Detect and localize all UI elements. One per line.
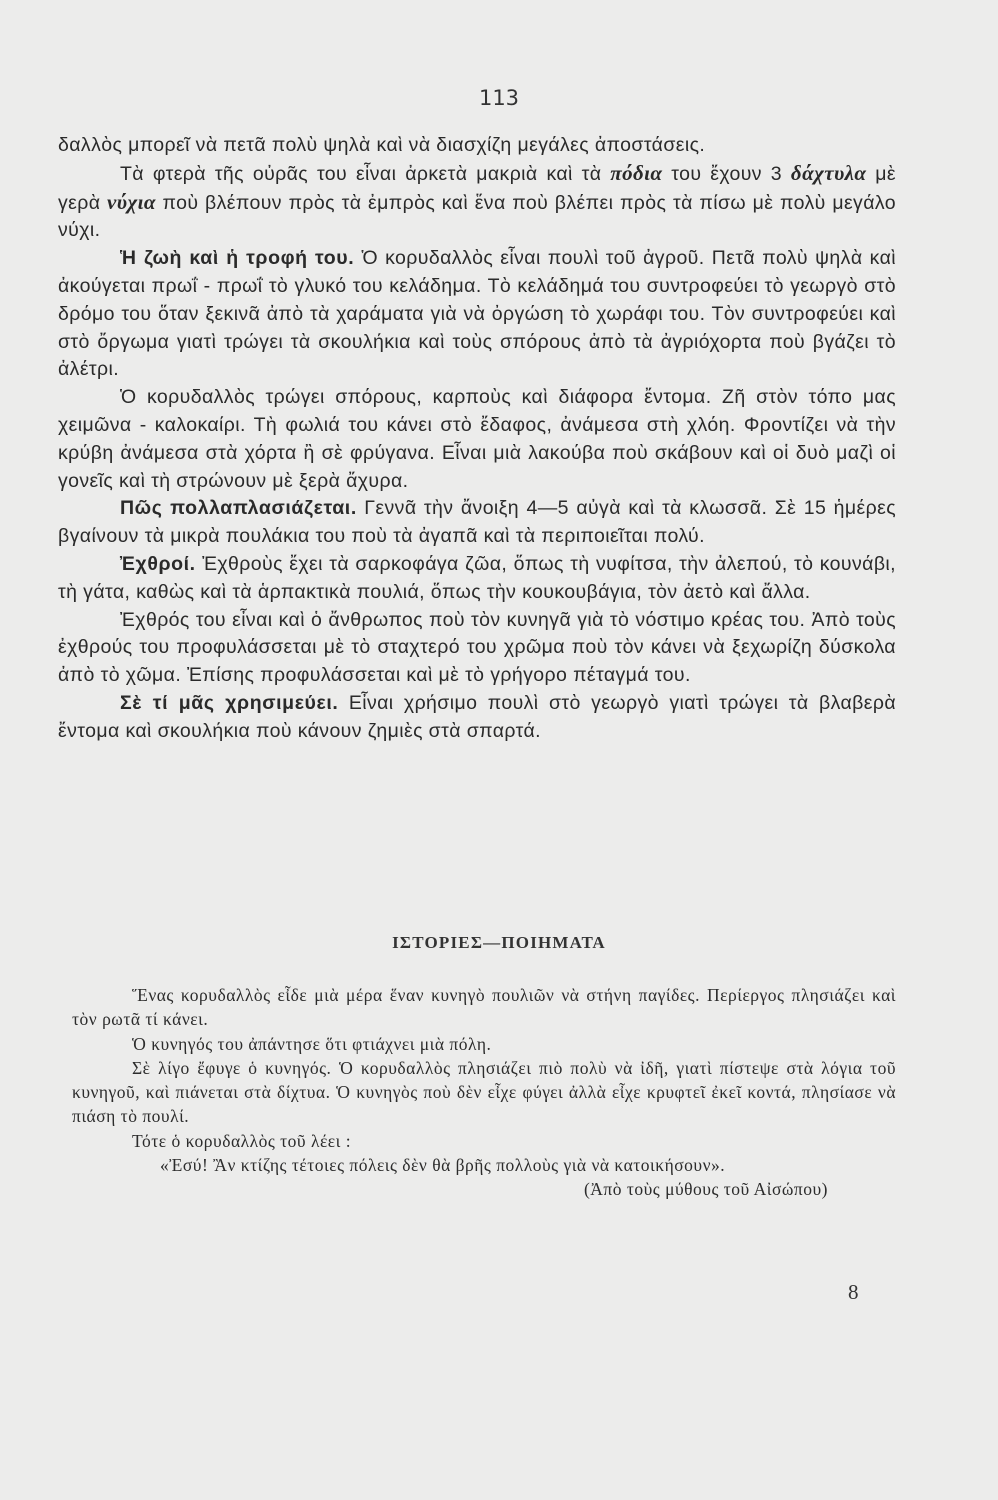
text-run: μὲ γερὰ	[58, 162, 896, 214]
fable-line: Ἕνας κορυδαλλὸς εἶδε μιὰ μέρα ἕναν κυνηγὸ πουλιῶν νὰ στήνη παγίδες. Περίεργος πλησιάζει καὶ τὸν ρωτᾶ τί κάνει.	[72, 985, 896, 1030]
main-text	[58, 132, 896, 746]
fable-line: Σὲ λίγο ἔφυγε ὁ κυνηγός. Ὁ κορυδαλλὸς πλησιάζει πιὸ πολὺ νὰ ἰδῆ, γιατὶ πίστεψε στὰ λόγια τοῦ κυνηγοῦ, καὶ πιάνεται στὰ δίχτυα. Ὁ κυνηγὸς ποὺ δὲν εἶχε φύγει ἀλλὰ εἶχε κρυφτεῖ ἐκεῖ κοντά, πλησίασε νὰ πιάση τὸ πουλί.	[72, 1057, 896, 1127]
fable-line: Τότε ὁ κορυδαλλὸς τοῦ λέει :	[132, 1130, 352, 1151]
paragraph-reproduction	[58, 495, 896, 551]
page-number: 113	[478, 86, 520, 110]
text-run: Γεννᾶ τὴν ἄνοιξη 4—5 αὐγὰ καὶ τὰ κλωσσᾶ. Σὲ 15 ἡμέρες βγαίνουν τὰ μικρὰ πουλάκια του ποὺ τὰ ἀγαπᾶ καὶ τὰ περιποιεῖται πολύ.	[58, 497, 896, 548]
paragraph-human-enemy: Ἐχθρός του εἶναι καὶ ὁ ἄνθρωπος ποὺ τὸν κυνηγᾶ γιὰ τὸ νόστιμο κρέας του. Ἀπὸ τοὺς ἐχθρούς του προφυλάσσεται μὲ τὸ σταχτερό του χρῶμα ποὺ τὸν κάνει νὰ ξεχωρίζη δύσκολα ἀπὸ τὸ χῶμα. Ἐπίσης προφυλάσσεται καὶ μὲ τὸ γρήγορο πέταγμά του.	[58, 608, 896, 687]
fable-quote: «Ἐσύ! Ἂν κτίζης τέτοιες πόλεις δὲν θὰ βρῆς πολλοὺς γιὰ νὰ κατοικήσουν».	[160, 1155, 726, 1176]
paragraph-life-and-food	[58, 245, 896, 384]
emphasis-toes: δάχτυλα	[790, 160, 867, 185]
subheading-reproduction: Πῶς πολλαπλασιάζεται.	[120, 497, 357, 520]
emphasis-feet: πόδια	[610, 160, 663, 185]
text-run: Ὁ κορυδαλλὸς εἶναι πουλὶ τοῦ ἀγροῦ. Πετᾶ πολὺ ψηλὰ καὶ ἀκούγεται πρωΐ - πρωΐ τὸ γλυκό του κελάδημα. Τὸ κελάδημά του συντροφεύει τὸ γεωργὸ στὸ δρόμο του ὅταν ξεκινᾶ ἀπὸ τὰ χαράματα γιὰ νὰ ὀργώση τὸ χωράφι του. Τὸν συντροφεύει καὶ στὸ ὄργωμα γιατὶ τρώγει τὰ σκουλήκια καὶ τοὺς σπόρους ἀπὸ τὰ ἀγριόχορτα ποὺ βγάζει τὸ ἀλέτρι.	[58, 247, 896, 381]
text-run: ποὺ βλέπουν πρὸς τὰ ἐμπρὸς καὶ ἕνα ποὺ βλέπει πρὸς τὰ πίσω μὲ πολὺ μεγάλο νύχι.	[58, 191, 896, 242]
text-run: του ἔχουν 3	[662, 162, 791, 185]
paragraph-tail-feathers	[58, 160, 896, 245]
section-title: ΙΣΤΟΡΙΕΣ—ΠΟΙΗΜΑΤΑ	[392, 933, 606, 952]
paragraph-diet: Ὁ κορυδαλλὸς τρώγει σπόρους, καρποὺς καὶ διάφορα ἔντομα. Ζῆ στὸν τόπο μας χειμῶνα - καλοκαίρι. Τὴ φωλιά του κάνει στὸ ἔδαφος, ἀνάμεσα στὴ χλόη. Φροντίζει νὰ τὴν κρύβη ἀνάμεσα στὰ χόρτα ἢ σὲ φρύγανα. Εἶναι μιὰ λακούβα ποὺ σκάβουν καὶ οἱ δυὸ μαζὶ οἱ γονεῖς καὶ τὴ στρώνουν μὲ ξερὰ ἄχυρα.	[58, 386, 896, 492]
fable-line: Ὁ κυνηγός του ἀπάντησε ὅτι φτιάχνει μιὰ πόλη.	[132, 1033, 492, 1054]
text-run: Ἐχθροὺς ἔχει τὰ σαρκοφάγα ζῶα, ὅπως τὴ νυφίτσα, τὴν ἀλεπού, τὸ κουνάβι, τὴ γάτα, καθὼς καὶ τὰ ἁρπακτικὰ πουλιά, ὅπως τὴν κουκουβάγια, τὸν ἀετὸ καὶ ἄλλα.	[58, 552, 896, 603]
emphasis-claws: νύχια	[107, 189, 156, 214]
fable-source: (Ἀπὸ τοὺς μύθους τοῦ Αἰσώπου)	[583, 1179, 828, 1200]
signature-mark: 8	[848, 1280, 859, 1304]
text-run: Εἶναι χρήσιμο πουλὶ στὸ γεωργὸ γιατὶ τρώγει τὰ βλαβερὰ ἔντομα καὶ σκουλήκια ποὺ κάνουν ζημιὲς στὰ σπαρτά.	[58, 691, 896, 742]
fable-text	[72, 983, 896, 1202]
paragraph-usefulness	[58, 690, 896, 746]
subheading-life-and-food: Ἡ ζωὴ καὶ ἡ τροφή του.	[120, 247, 355, 270]
paragraph-enemies	[58, 551, 896, 607]
paragraph-continuation: δαλλὸς μπορεῖ νὰ πετᾶ πολὺ ψηλὰ καὶ νὰ διασχίζη μεγάλες ἀποστάσεις.	[58, 134, 706, 156]
subheading-usefulness: Σὲ τί μᾶς χρησιμεύει.	[120, 691, 339, 714]
text-run: Τὰ φτερὰ τῆς οὐρᾶς του εἶναι ἀρκετὰ μακριὰ καὶ τὰ	[120, 162, 611, 185]
subheading-enemies: Ἐχθροί.	[120, 552, 196, 575]
